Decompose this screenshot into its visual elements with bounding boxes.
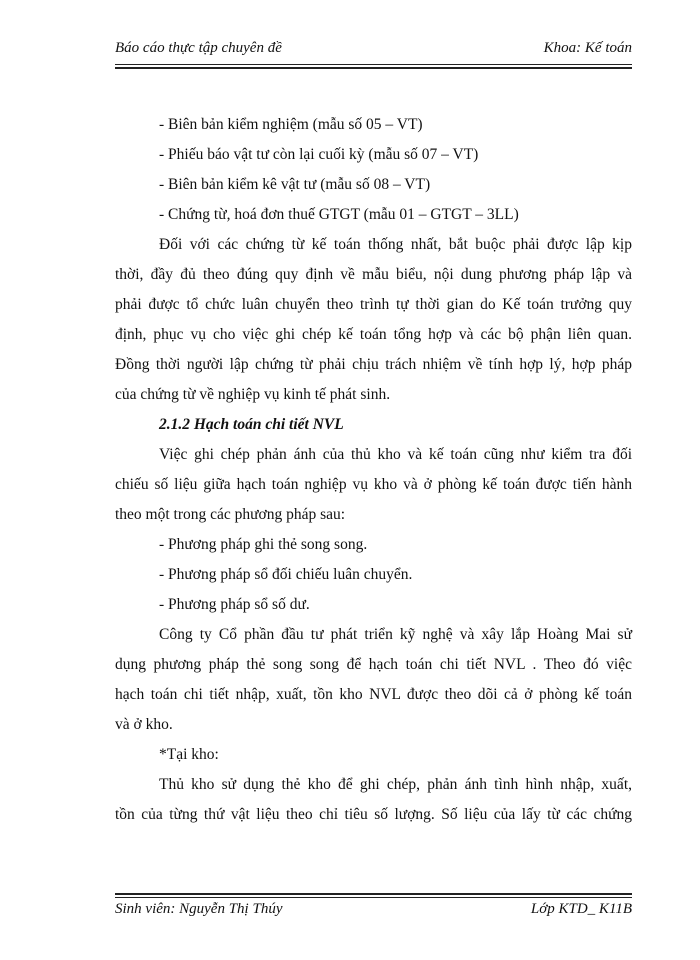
paragraph-line: Đồng thời người lập chứng từ phải chịu trách nhiệm về tính hợp lý, hợp pháp — [115, 356, 632, 373]
document-body — [115, 110, 632, 830]
page-header — [115, 40, 632, 64]
footer-rule-thick — [115, 893, 632, 895]
paragraph-line: chiếu số liệu giữa hạch toán nghiệp vụ kho và ở phòng kế toán được tiến hành — [115, 476, 632, 493]
list-item: - Phiếu báo vật tư còn lại cuối kỳ (mẫu số 07 – VT) — [159, 146, 479, 163]
paragraph-line: Đối với các chứng từ kế toán thống nhất, bắt buộc phải được lập kịp — [159, 236, 632, 253]
list-item: - Biên bản kiểm nghiệm (mẫu số 05 – VT) — [159, 116, 423, 133]
paragraph-line: Việc ghi chép phản ánh của thủ kho và kế toán cũng như kiểm tra đối — [159, 446, 632, 463]
list-item: - Biên bản kiểm kê vật tư (mẫu số 08 – VT) — [159, 176, 431, 193]
paragraph-line: tồn của từng thứ vật liệu theo chỉ tiêu số lượng. Số liệu của lấy từ các chứng — [115, 806, 632, 823]
page-footer — [115, 901, 632, 925]
footer-student-name: Sinh viên: Nguyễn Thị Thúy — [115, 901, 283, 917]
header-rule-thick — [115, 67, 632, 69]
paragraph-line: Công ty Cổ phần đầu tư phát triển kỹ nghệ và xây lắp Hoàng Mai sử — [159, 626, 632, 643]
list-item: - Phương pháp sổ số dư. — [159, 596, 310, 613]
list-item: - Phương pháp sổ đối chiếu luân chuyển. — [159, 566, 413, 583]
list-item: - Phương pháp ghi thẻ song song. — [159, 536, 368, 553]
paragraph-line: dụng phương pháp thẻ song song để hạch toán chi tiết NVL . Theo đó việc — [115, 656, 632, 673]
paragraph-line: thời, đầy đủ theo đúng quy định về mẫu biểu, nội dung phương pháp lập và — [115, 266, 632, 283]
footer-rule — [115, 897, 632, 898]
paragraph-line: định, phục vụ cho việc ghi chép kế toán tổng hợp và các bộ phận liên quan. — [115, 326, 632, 343]
header-report-title: Báo cáo thực tập chuyên đề — [115, 40, 282, 56]
footer-class: Lớp KTD_ K11B — [530, 901, 632, 917]
paragraph-line: Thủ kho sử dụng thẻ kho để ghi chép, phản ánh tình hình nhập, xuất, — [159, 776, 632, 793]
paragraph-line: theo một trong các phương pháp sau: — [115, 506, 346, 523]
paragraph-line: phải được tổ chức luân chuyển theo trình tự thời gian do Kế toán trưởng quy — [115, 296, 632, 313]
paragraph-line: của chứng từ về nghiệp vụ kinh tế phát sinh. — [115, 386, 391, 403]
header-faculty: Khoa: Kế toán — [543, 40, 632, 56]
paragraph-line: hạch toán chi tiết nhập, xuất, tồn kho NVL được theo dõi cả ở phòng kế toán — [115, 686, 632, 703]
sub-heading: *Tại kho: — [159, 746, 219, 763]
paragraph-line: và ở kho. — [115, 716, 173, 733]
section-heading: 2.1.2 Hạch toán chi tiết NVL — [159, 416, 344, 433]
header-rule — [115, 64, 632, 65]
list-item: - Chứng từ, hoá đơn thuế GTGT (mẫu 01 – GTGT – 3LL) — [159, 206, 519, 223]
